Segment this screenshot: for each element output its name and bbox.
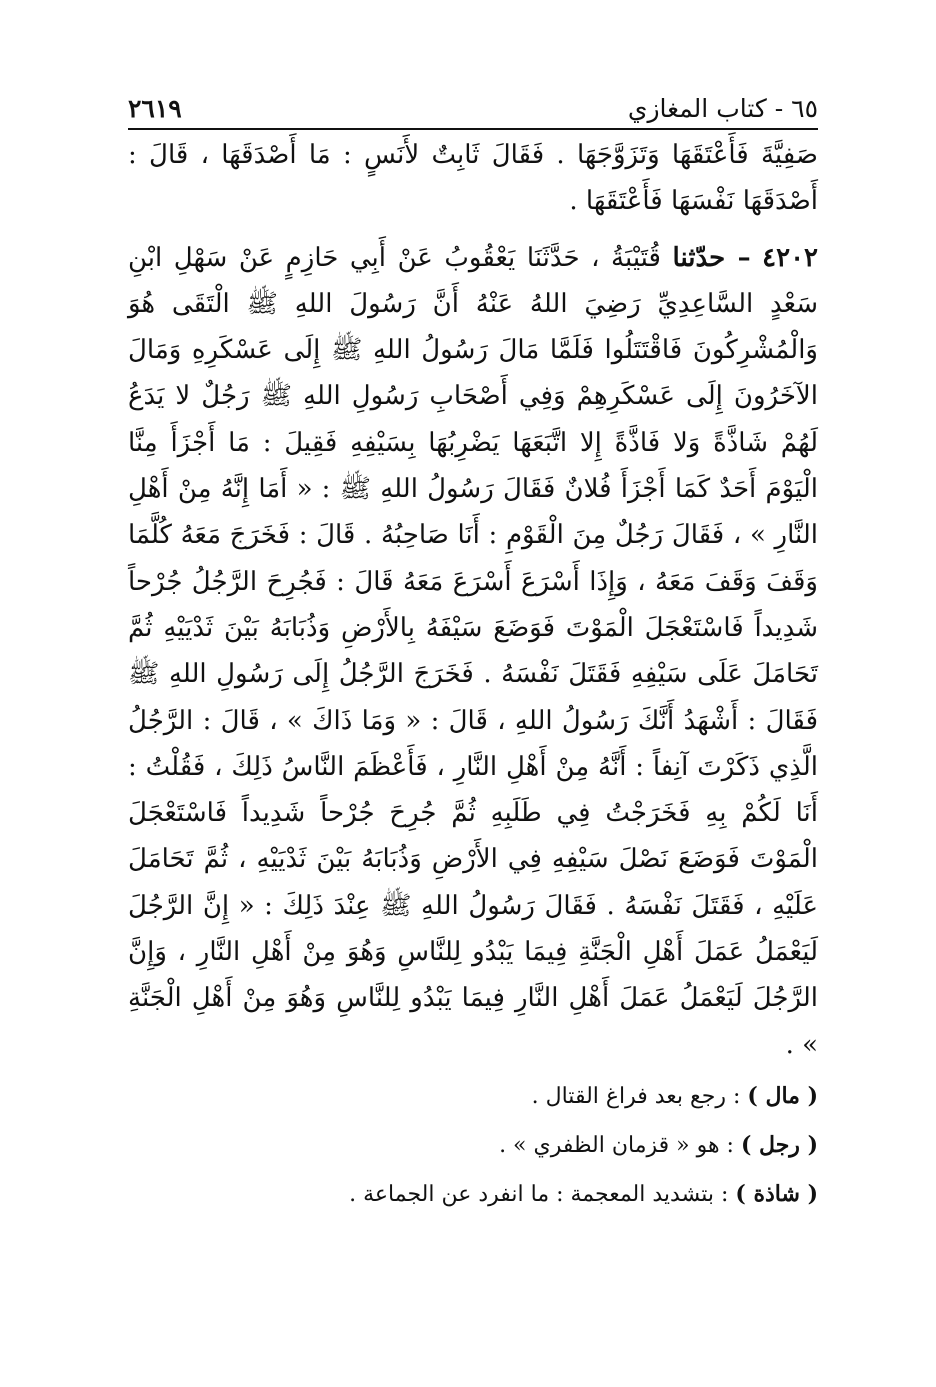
- book-page: [128, 80, 818, 1219]
- footnotes: [128, 1072, 818, 1219]
- footnote-term: ( شاذة ): [735, 1180, 818, 1207]
- hadith-paragraph: [128, 235, 818, 1068]
- header-rule: [128, 128, 818, 130]
- footnote-term: ( رجل ): [740, 1131, 818, 1158]
- footnote-text: : هو « قزمان الظفري » .: [499, 1132, 734, 1158]
- main-text: [128, 132, 818, 1068]
- hadith-lead: حدّثنا: [672, 242, 726, 273]
- chapter-title: ٦٥ - كتاب المغازي: [627, 94, 818, 123]
- paragraph-gap: [128, 225, 818, 235]
- footnote: [128, 1121, 818, 1170]
- hadith-dash: –: [725, 242, 751, 273]
- page-number: ٢٦١٩: [128, 94, 182, 123]
- hadith-text: قُتَيْبَةُ ، حَدَّثَنَا يَعْقُوبُ عَنْ أَبِي حَازِمٍ عَنْ سَهْلِ ابْنِ سَعْدٍ السَّاعِدِيِّ رَضِيَ اللهُ عَنْهُ أَنَّ رَسُولَ اللهِ ﷺ الْتَقَى هُوَ وَالْمُشْرِكُونَ فَاقْتَتَلُوا فَلَمَّا مَالَ رَسُولُ اللهِ ﷺ إِلَى عَسْكَرِهِ وَمَالَ الآخَرُونَ إِلَى عَسْكَرِهِمْ وَفِي أَصْحَابِ رَسُولِ اللهِ ﷺ رَجُلٌ لا يَدَعُ لَهُمْ شَاذَّةً وَلا فَاذَّةً إِلا اتَّبَعَهَا يَضْرِبُهَا بِسَيْفِهِ فَقِيلَ : مَا أَجْزَأَ مِنَّا الْيَوْمَ أَحَدٌ كَمَا أَجْزَأَ فُلانٌ فَقَالَ رَسُولُ اللهِ ﷺ : « أَمَا إِنَّهُ مِنْ أَهْلِ النَّارِ » ، فَقَالَ رَجُلٌ مِنَ الْقَوْمِ : أَنَا صَاحِبُهُ . قَالَ : فَخَرَجَ مَعَهُ كُلَّمَا وَقَفَ وَقَفَ مَعَهُ ، وَإِذَا أَسْرَعَ أَسْرَعَ مَعَهُ قَالَ : فَجُرِحَ الرَّجُلُ جُرْحاً شَدِيداً فَاسْتَعْجَلَ الْمَوْتَ فَوَضَعَ سَيْفَهُ بِالأَرْضِ وَذُبَابَهُ بَيْنَ ثَدْيَيْهِ ثُمَّ تَحَامَلَ عَلَى سَيْفِهِ فَقَتَلَ نَفْسَهُ . فَخَرَجَ الرَّجُلُ إِلَى رَسُولِ اللهِ ﷺ فَقَالَ : أَشْهَدُ أَنَّكَ رَسُولُ اللهِ ، قَالَ : « وَمَا ذَاكَ » ، قَالَ : الرَّجُلُ الَّذِي ذَكَرْتَ آنِفاً : أَنَّهُ مِنْ أَهْلِ النَّارِ ، فَأَعْظَمَ النَّاسُ ذَلِكَ ، فَقُلْتُ : أَنَا لَكُمْ بِهِ فَخَرَجْتُ فِي طَلَبِهِ ثُمَّ جُرِحَ جُرْحاً شَدِيداً فَاسْتَعْجَلَ الْمَوْتَ فَوَضَعَ نَصْلَ سَيْفِهِ فِي الأَرْضِ وَذُبَابَهُ بَيْنَ ثَدْيَيْهِ ، ثُمَّ تَحَامَلَ عَلَيْهِ ، فَقَتَلَ نَفْسَهُ . فَقَالَ رَسُولُ اللهِ ﷺ عِنْدَ ذَلِكَ : « إِنَّ الرَّجُلَ لَيَعْمَلُ عَمَلَ أَهْلِ الْجَنَّةِ فِيمَا يَبْدُو لِلنَّاسِ وَهُوَ مِنْ أَهْلِ النَّارِ ، وَإِنَّ الرَّجُلَ لَيَعْمَلُ عَمَلَ أَهْلِ النَّارِ فِيمَا يَبْدُو لِلنَّاسِ وَهُوَ مِنْ أَهْلِ الْجَنَّةِ » .: [128, 242, 818, 1060]
- footnote: [128, 1072, 818, 1121]
- footnote-term: ( مال ): [747, 1082, 818, 1109]
- footnote: [128, 1170, 818, 1219]
- running-header: [128, 80, 818, 124]
- hadith-number: ٤٢٠٢: [762, 242, 819, 273]
- footnote-text: : بتشديد المعجمة : ما انفرد عن الجماعة .: [349, 1181, 729, 1207]
- footnote-text: : رجع بعد فراغ القتال .: [531, 1083, 741, 1109]
- continuation-paragraph: صَفِيَّةَ فَأَعْتَقَهَا وَتَزَوَّجَهَا . فَقَالَ ثَابِتٌ لأَنَسٍ : مَا أَصْدَقَهَا ، قَالَ : أَصْدَقَهَا نَفْسَهَا فَأَعْتَقَهَا .: [128, 140, 818, 217]
